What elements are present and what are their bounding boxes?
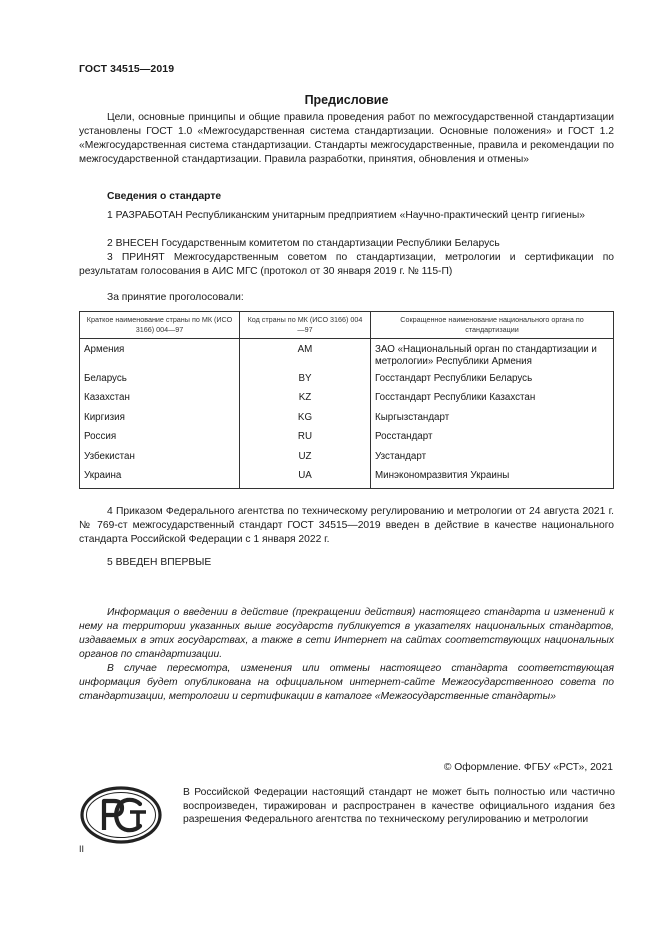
item-developed: 1 РАЗРАБОТАН Республиканским унитарным предприятием «Научно-практический центр гигиены» [107, 210, 586, 221]
copyright-line: © Оформление. ФГБУ «РСТ», 2021 [443, 762, 613, 773]
cell-country: Армения [80, 339, 240, 370]
item-first-introduced: 5 ВВЕДЕН ВПЕРВЫЕ [107, 557, 212, 568]
cell-body: Росстандарт [371, 428, 614, 448]
table-row [80, 428, 614, 448]
table-row [80, 339, 614, 370]
cell-country: Россия [80, 428, 240, 448]
table-row [80, 448, 614, 468]
voting-table [79, 311, 614, 489]
cell-body: Госстандарт Республики Казахстан [371, 389, 614, 409]
cell-body: Минэкономразвития Украины [371, 467, 614, 488]
header-body: Сокращенное наименование национального органа по стандартизации [371, 312, 614, 339]
cell-country: Узбекистан [80, 448, 240, 468]
cell-code: UZ [240, 448, 371, 468]
info-heading: Сведения о стандарте [107, 191, 222, 202]
item-adopted: 3 ПРИНЯТ Межгосударственным советом по стандартизации, метрологии и сертификации по результатам голосования в АИС МГС (протокол от 30 января 2019 г. № 115-П) [79, 252, 614, 277]
page-number: II [79, 844, 85, 854]
cell-body: Узстандарт [371, 448, 614, 468]
cell-country: Киргизия [80, 409, 240, 429]
standard-code: ГОСТ 34515—2019 [79, 63, 175, 75]
table-row [80, 370, 614, 390]
reproduction-notice: В Российской Федерации настоящий стандарт не может быть полностью или частично воспроизведен, тиражирован и распространен в качестве официального издания без разрешения Федерального агентства по техническому регулированию и метрологии [183, 787, 615, 825]
rst-certification-logo-icon [80, 786, 162, 844]
cell-body: Кыргызстандарт [371, 409, 614, 429]
item-introduced: 2 ВНЕСЕН Государственным комитетом по стандартизации Республики Беларусь [107, 238, 500, 249]
cell-country: Беларусь [80, 370, 240, 390]
header-country: Краткое наименование страны по МК (ИСО 3166) 004—97 [80, 312, 240, 339]
header-code: Код страны по МК (ИСО 3166) 004—97 [240, 312, 371, 339]
cell-code: KZ [240, 389, 371, 409]
cell-code: RU [240, 428, 371, 448]
cell-body: ЗАО «Национальный орган по стандартизации и метрологии» Республики Армения [371, 339, 614, 370]
intro-paragraph: Цели, основные принципы и общие правила проведения работ по межгосударственной стандартизации установлены ГОСТ 1.0 «Межгосударственная система стандартизации. Основные положения» и ГОСТ 1.2 «Межгосударственная система стандартизации. Стандарты межгосударственные, правила и рекомендации по межгосударственной стандартизации. Правила разработки, принятия, обновления и отмены» [79, 112, 614, 165]
cell-country: Казахстан [80, 389, 240, 409]
note-revision: В случае пересмотра, изменения или отмены настоящего стандарта соответствующая информация будет опубликована на официальном интернет-сайте Межгосударственного совета по стандартизации, метрологии и сертификации в каталоге «Межгосударственные стандарты» [79, 663, 614, 702]
cell-body: Госстандарт Республики Беларусь [371, 370, 614, 390]
cell-code: BY [240, 370, 371, 390]
table-row [80, 467, 614, 488]
page-title: Предисловие [304, 93, 389, 107]
table-header-row [80, 312, 614, 339]
table-row [80, 409, 614, 429]
cell-code: UA [240, 467, 371, 488]
cell-country: Украина [80, 467, 240, 488]
note-publication: Информация о введении в действие (прекращении действия) настоящего стандарта и изменений к нему на территории указанных выше государств публикуется в указателях национальных стандартов, издаваемых в этих государствах, а также в сети Интернет на сайтах соответствующих национальных органов по стандартизации. [79, 607, 614, 660]
vote-caption: За принятие проголосовали: [107, 292, 244, 303]
cell-code: AM [240, 339, 371, 370]
cell-code: KG [240, 409, 371, 429]
item-enacted: 4 Приказом Федерального агентства по техническому регулированию и метрологии от 24 августа 2021 г. № 769-ст межгосударственный стандарт ГОСТ 34515—2019 введен в действие в качестве национального стандарта Российской Федерации с 1 января 2022 г. [79, 506, 614, 545]
table-row [80, 389, 614, 409]
